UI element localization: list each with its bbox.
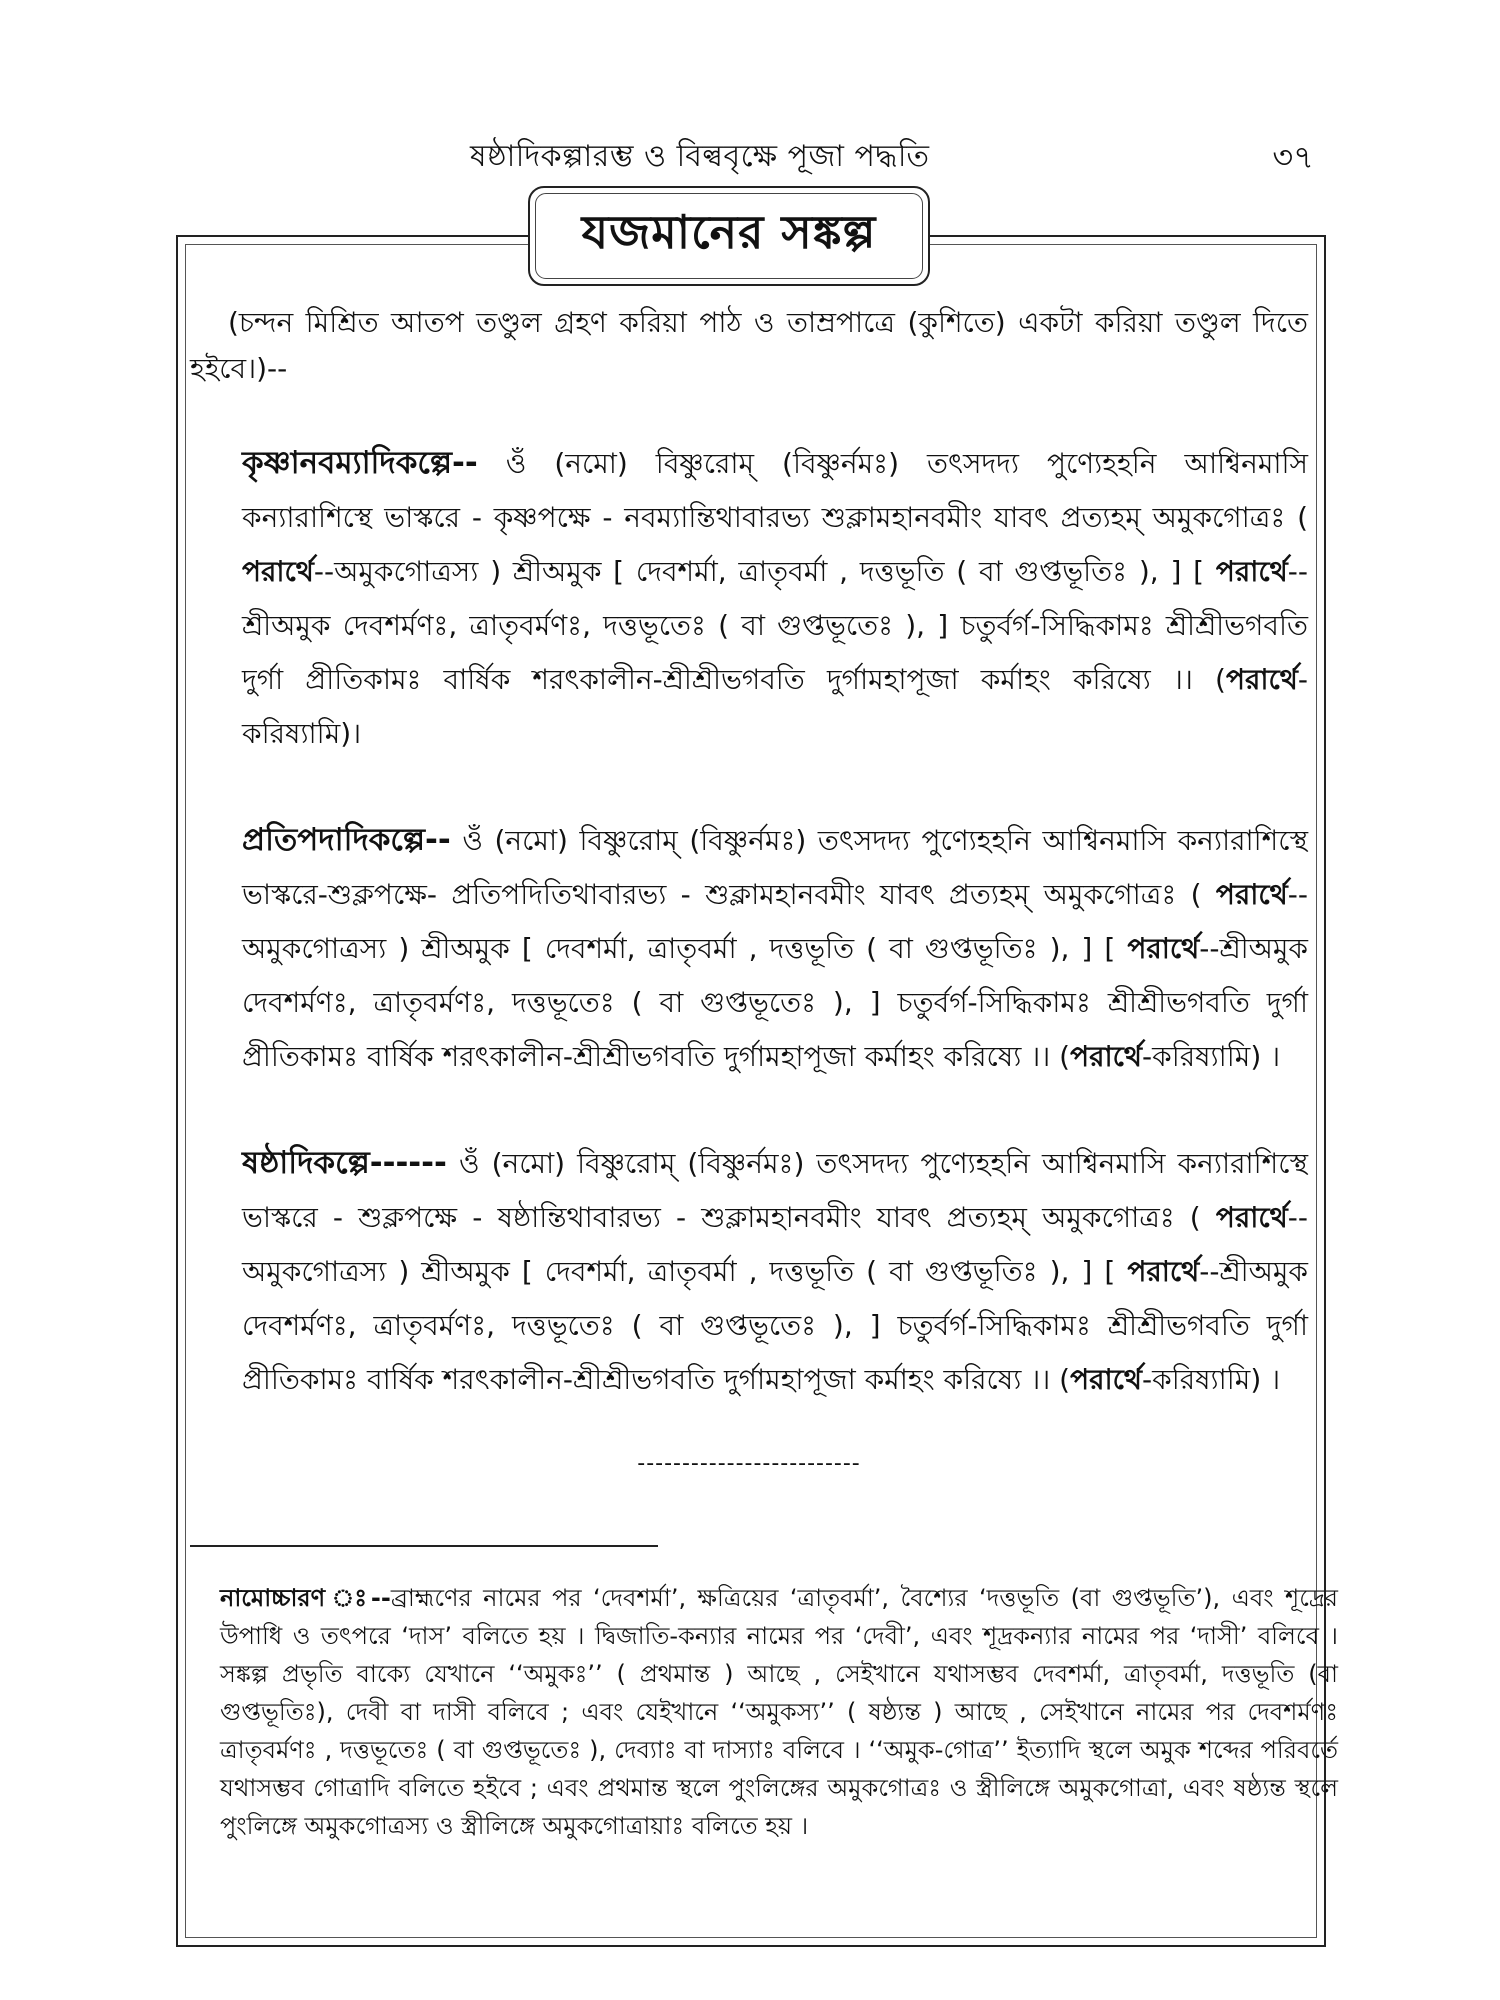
page-number: ৩৭ — [1272, 138, 1314, 176]
rite-text: --শ্রীঅমুক দেবশর্মণঃ, ত্রাতৃবর্মণঃ, দত্তভূতেঃ ( বা গুপ্তভূতেঃ ), ] চতুর্বর্গ-সিদ্ধিকামঃ শ্রীশ্রীভগবতি দুর্গা প্রীতিকামঃ বার্ষিক শরৎকালীন-শ্রীশ্রীভগবতি দুর্গামহাপূজা কর্মাহং করিষ্যে ।। ( — [242, 932, 1309, 1073]
rite-emphasis: পরার্থে — [1215, 878, 1288, 911]
rite-text: ওঁ (নমো) বিষ্ণুরোম্ (বিষ্ণুর্নমঃ) তৎসদদ্য পুণ্যেহহনি আশ্বিনমাসি কন্যারাশিস্থে ভাস্করে - কৃষ্ণপক্ষে - নবম্যান্তিথাবারভ্য শুক্লামহানবমীং যাবৎ প্রত্যহম্ অমুকগোত্রঃ ( — [242, 447, 1308, 534]
footnote-rule — [190, 1545, 658, 1547]
intro-instruction: (চন্দন মিশ্রিত আতপ তণ্ডুল গ্রহণ করিয়া পাঠ ও তাম্রপাত্রে (কুশিতে) একটা করিয়া তণ্ডুল দিতে হইবে।)-- — [190, 306, 1308, 385]
rite-emphasis: পরার্থে — [1225, 663, 1298, 696]
main-content — [190, 300, 1308, 1476]
section-separator: ------------------------- — [637, 1451, 861, 1476]
rite-text: --অমুকগোত্রস্য ) শ্রীঅমুক [ দেবশর্মা, ত্রাতৃবর্মা , দত্তভূতি ( বা গুপ্তভূতিঃ ), ] [ — [242, 878, 1308, 965]
rite-text: ওঁ (নমো) বিষ্ণুরোম্ (বিষ্ণুর্নমঃ) তৎসদদ্য পুণ্যেহহনি আশ্বিনমাসি কন্যারাশিস্থে ভাস্করে - শুক্লপক্ষে - ষষ্ঠান্তিথাবারভ্য - শুক্লামহানবমীং যাবৎ প্রত্যহম্ অমুকগোত্রঃ ( — [242, 1147, 1308, 1234]
rite-text: -করিষ্যামি)। — [242, 663, 1308, 750]
rite-heading: কৃষ্ণানবম্যাদিকল্পে-- — [242, 445, 478, 481]
rite-emphasis: পরার্থে — [1070, 1363, 1142, 1396]
footnote-label: নামোচ্চারণ ঃ-- — [220, 1584, 391, 1612]
rite-shashthi — [190, 1136, 1308, 1407]
rite-heading: ষষ্ঠাদিকল্পে------ — [242, 1145, 447, 1181]
rite-text: --শ্রীঅমুক দেবশর্মণঃ, ত্রাতৃবর্মণঃ, দত্তভূতেঃ ( বা গুপ্তভূতেঃ ), ] চতুর্বর্গ-সিদ্ধিকামঃ শ্রীশ্রীভগবতি দুর্গা প্রীতিকামঃ বার্ষিক শরৎকালীন-শ্রীশ্রীভগবতি দুর্গামহাপূজা কর্মাহং করিষ্যে ।। ( — [242, 1255, 1309, 1396]
rite-emphasis: পরার্থে — [1215, 1201, 1288, 1234]
rite-emphasis: পরার্থে — [1070, 1040, 1142, 1073]
rite-krishna-navami — [190, 436, 1308, 761]
footnote-text: ব্রাহ্মণের নামের পর ‘দেবশর্মা’, ক্ষত্রিয়ের ‘ত্রাতৃবর্মা’, বৈশ্যের ‘দত্তভূতি (বা গুপ্তভূতি’), এবং শূদ্রের উপাধি ও তৎপরে ‘দাস’ বলিতে হয় । দ্বিজাতি-কন্যার নামের পর ‘দেবী’, এবং শূদ্রকন্যার নামের পর ‘দাসী’ বলিবে । সঙ্কল্প প্রভৃতি বাক্যে যেখানে ‘‘অমুকঃ’’ ( প্রথমান্ত ) আছে , সেইখানে যথাসম্ভব দেবশর্মা, ত্রাতৃবর্মা, দত্তভূতি (বা গুপ্তভূতিঃ), দেবী বা দাসী বলিবে ; এবং যেইখানে ‘‘অমুকস্য’’ ( ষষ্ঠ্যন্ত ) আছে , সেইখানে নামের পর দেবশর্মণঃ ত্রাতৃবর্মণঃ , দত্তভূতেঃ ( বা গুপ্তভূতেঃ ), দেব্যাঃ বা দাস্যাঃ বলিবে । ‘‘অমুক-গোত্র’’ ইত্যাদি স্থলে অমুক শব্দের পরিবর্তে যথাসম্ভব গোত্রাদি বলিতে হইবে ; এবং প্রথমান্ত স্থলে পুংলিঙ্গের অমুকগোত্রঃ ও স্ত্রীলিঙ্গে অমুকগোত্রা, এবং ষষ্ঠ্যন্ত স্থলে পুংলিঙ্গে অমুকগোত্রস্য ও স্ত্রীলিঙ্গে অমুকগোত্রায়াঃ বলিতে হয় । — [220, 1584, 1338, 1840]
rite-text: -করিষ্যামি) । — [1142, 1363, 1281, 1396]
rite-text: --শ্রীঅমুক দেবশর্মণঃ, ত্রাতৃবর্মণঃ, দত্তভূতেঃ ( বা গুপ্তভূতেঃ ), ] চতুর্বর্গ-সিদ্ধিকামঃ শ্রীশ্রীভগবতি দুর্গা প্রীতিকামঃ বার্ষিক শরৎকালীন-শ্রীশ্রীভগবতি দুর্গামহাপূজা কর্মাহং করিষ্যে ।। ( — [242, 555, 1308, 696]
rite-emphasis: পরার্থে — [242, 555, 314, 588]
running-header: ষষ্ঠাদিকল্পারম্ভ ও বিল্ববৃক্ষে পূজা পদ্ধতি — [470, 139, 930, 174]
rite-pratipad — [190, 813, 1308, 1084]
rite-emphasis: পরার্থে — [1127, 932, 1200, 965]
page-title: যজমানের সঙ্কল্প — [535, 193, 923, 279]
rite-text: --অমুকগোত্রস্য ) শ্রীঅমুক [ দেবশর্মা, ত্রাতৃবর্মা , দত্তভূতি ( বা গুপ্তভূতিঃ ), ] [ — [313, 555, 1205, 588]
rite-text: --অমুকগোত্রস্য ) শ্রীঅমুক [ দেবশর্মা, ত্রাতৃবর্মা , দত্তভূতি ( বা গুপ্তভূতিঃ ), ] [ — [242, 1201, 1309, 1288]
rite-text: -করিষ্যামি) । — [1142, 1040, 1281, 1073]
rite-text: ওঁ (নমো) বিষ্ণুরোম্ (বিষ্ণুর্নমঃ) তৎসদদ্য পুণ্যেহহনি আশ্বিনমাসি কন্যারাশিস্থে ভাস্করে-শুক্লপক্ষে- প্রতিপদিতিথাবারভ্য - শুক্লামহানবমীং যাবৎ প্রত্যহম্ অমুকগোত্রঃ ( — [242, 824, 1308, 911]
rite-heading: প্রতিপদাদিকল্পে-- — [242, 822, 451, 858]
footnote — [190, 1579, 1338, 1845]
rite-emphasis: পরার্থে — [1215, 555, 1288, 588]
title-box — [528, 186, 930, 286]
rite-emphasis: পরার্থে — [1127, 1255, 1200, 1288]
